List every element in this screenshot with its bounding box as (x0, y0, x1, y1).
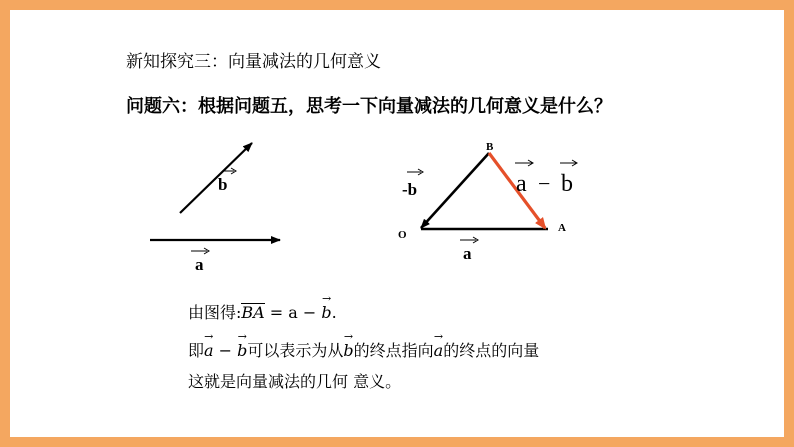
left-label-b: b (218, 175, 228, 194)
question-heading: 问题六：根据问题五，思考一下向量减法的几何意义是什么？ (126, 96, 612, 117)
line2-minus: − (213, 341, 238, 360)
body-line-2 (188, 338, 539, 361)
vector-ba: BA (241, 303, 265, 322)
label-neg-b: -b (402, 180, 418, 199)
vector-b-arrow (180, 143, 252, 213)
label-oa-a: a (463, 244, 472, 263)
left-label-a: a (195, 255, 204, 274)
body-line-3: 这就是向量减法的几何 意义。 (188, 372, 402, 391)
section-title: 新知探究三：向量减法的几何意义 (126, 52, 381, 72)
line2-mid2: 的终点指向 (353, 341, 434, 360)
label-diff-b: b (561, 171, 573, 197)
line2-prefix: 即 (188, 341, 205, 360)
line1-end: . (331, 303, 337, 322)
line2-vec-a: → a (204, 341, 214, 360)
line2-vec-b: → b (237, 341, 247, 360)
line1-vec-b: → b (321, 303, 331, 322)
point-a-label: A (558, 222, 566, 234)
line2-end: 的终点的向量 (443, 341, 540, 360)
point-b-label: B (486, 141, 494, 153)
label-diff-minus: − (538, 171, 551, 196)
line1-prefix: 由图得: (188, 303, 242, 322)
label-diff-a: a (516, 171, 527, 197)
vector-neg-b-arrow (421, 153, 489, 228)
body-line-1 (188, 300, 337, 323)
line2-mid1: 可以表示为从 (247, 341, 344, 360)
line2-vec-b2: → b (343, 341, 353, 360)
point-o-label: O (398, 229, 407, 241)
line2-vec-a2: → a (434, 341, 444, 360)
line1-eq: = a − (264, 303, 322, 322)
